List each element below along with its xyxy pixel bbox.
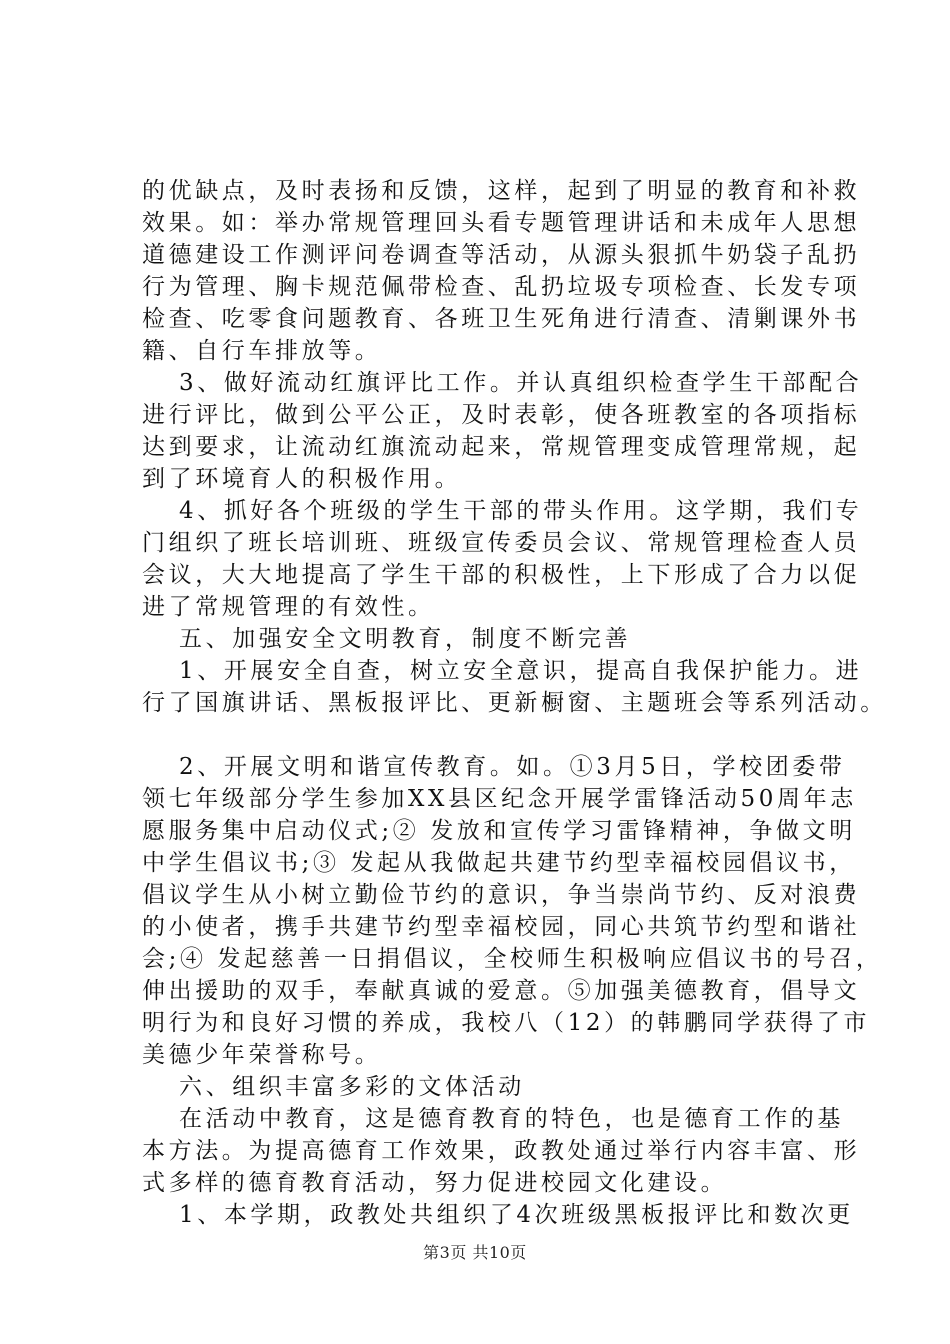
text-line: 3、做好流动红旗评比工作。并认真组织检查学生干部配合 bbox=[179, 370, 863, 396]
text-line: 到了环境育人的积极作用。 bbox=[142, 466, 462, 492]
text-line: 道德建设工作测评问卷调查等活动，从源头狠抓牛奶袋子乱扔 bbox=[142, 242, 861, 268]
text-line: 4、抓好各个班级的学生干部的带头作用。这学期，我们专 bbox=[179, 498, 863, 524]
text-line: 中学生倡议书;③ 发起从我做起共建节约型幸福校园倡议书， bbox=[142, 850, 856, 876]
text-line: 1、本学期，政教处共组织了4次班级黑板报评比和数次更 bbox=[179, 1202, 854, 1228]
text-line: 会议，大大地提高了学生干部的积极性，上下形成了合力以促 bbox=[142, 562, 861, 588]
text-line: 的优缺点，及时表扬和反馈，这样，起到了明显的教育和补救 bbox=[142, 178, 861, 204]
text-line: 在活动中教育，这是德育教育的特色，也是德育工作的基 bbox=[179, 1106, 844, 1132]
section-heading: 五、加强安全文明教育，制度不断完善 bbox=[179, 626, 632, 652]
text-line: 进了常规管理的有效性。 bbox=[142, 594, 435, 620]
text-line: 达到要求，让流动红旗流动起来，常规管理变成管理常规，起 bbox=[142, 434, 861, 460]
text-line: 会;④ 发起慈善一日捐倡议，全校师生积极响应倡议书的号召， bbox=[142, 946, 883, 972]
text-line: 检查、吃零食问题教育、各班卫生死角进行清查、清剿课外书 bbox=[142, 306, 861, 332]
text-line: 行为管理、胸卡规范佩带检查、乱扔垃圾专项检查、长发专项 bbox=[142, 274, 861, 300]
text-line: 效果。如：举办常规管理回头看专题管理讲话和未成年人思想 bbox=[142, 210, 861, 236]
text-line: 式多样的德育教育活动，努力促进校园文化建设。 bbox=[142, 1170, 728, 1196]
text-line: 行了国旗讲话、黑板报评比、更新橱窗、主题班会等系列活动。 bbox=[142, 690, 887, 716]
text-line: 领七年级部分学生参加XX县区纪念开展学雷锋活动50周年志 bbox=[142, 786, 857, 812]
text-line: 美德少年荣誉称号。 bbox=[142, 1042, 382, 1068]
text-line: 籍、自行车排放等。 bbox=[142, 338, 382, 364]
section-heading: 六、组织丰富多彩的文体活动 bbox=[179, 1074, 525, 1100]
text-line: 的小使者，携手共建节约型幸福校园，同心共筑节约型和谐社 bbox=[142, 914, 861, 940]
text-line: 愿服务集中启动仪式;② 发放和宣传学习雷锋精神，争做文明 bbox=[142, 818, 856, 844]
text-line: 倡议学生从小树立勤俭节约的意识，争当崇尚节约、反对浪费 bbox=[142, 882, 861, 908]
page-number-footer: 第3页 共10页 bbox=[423, 1243, 527, 1262]
text-line: 进行评比，做到公平公正，及时表彰，使各班教室的各项指标 bbox=[142, 402, 861, 428]
text-line: 本方法。为提高德育工作效果，政教处通过举行内容丰富、形 bbox=[142, 1138, 861, 1164]
text-line: 2、开展文明和谐宣传教育。如。①3月5日，学校团委带 bbox=[179, 754, 846, 780]
text-line: 1、开展安全自查，树立安全意识，提高自我保护能力。进 bbox=[179, 658, 863, 684]
text-line: 明行为和良好习惯的养成，我校八（12）的韩鹏同学获得了市 bbox=[142, 1010, 871, 1036]
text-line: 门组织了班长培训班、班级宣传委员会议、常规管理检查人员 bbox=[142, 530, 861, 556]
text-line: 伸出援助的双手，奉献真诚的爱意。⑤加强美德教育，倡导文 bbox=[142, 978, 861, 1004]
